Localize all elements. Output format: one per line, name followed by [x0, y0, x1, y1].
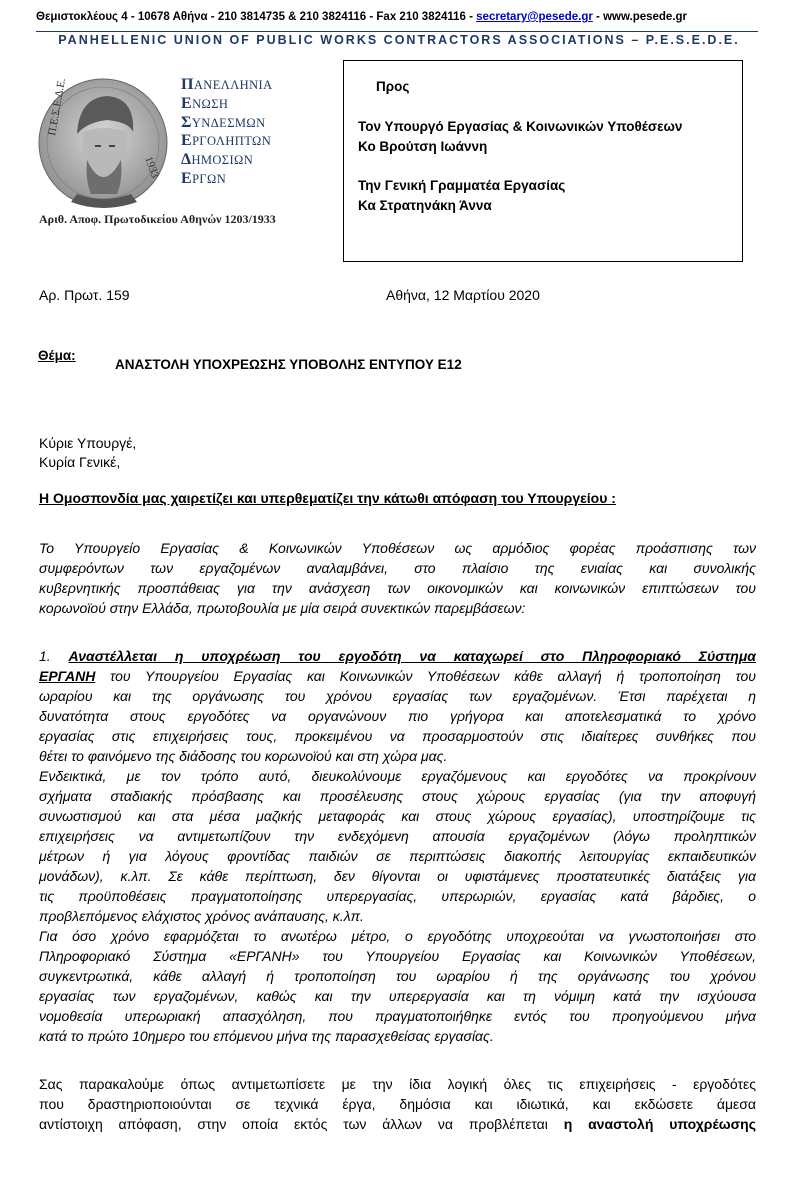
- org-line: ΣΥΝΔΕΣΜΩΝ: [181, 113, 266, 131]
- recipients-to-label: Προς: [376, 79, 410, 94]
- recipient-minister-name: Κο Βρούτση Ιωάννη: [358, 139, 488, 154]
- body-line: κορωνοϊού στην Ελλάδα, πρωτοβουλία με μία σειρά συνεκτικών παρεμβάσεων:: [39, 600, 526, 616]
- separator-text: -: [592, 11, 604, 23]
- letter-date: Αθήνα, 12 Μαρτίου 2020: [386, 287, 540, 303]
- union-name: PANHELLENIC UNION OF PUBLIC WORKS CONTRACTORS ASSOCIATIONS – P.E.S.E.D.E.: [58, 33, 740, 47]
- seal-text-right: 1933: [142, 154, 161, 180]
- item-1-heading-cont: ΕΡΓΑΝΗ του Υπουργείου Εργασίας και Κοινωνικών Υποθέσεων κάθε αλλαγή ή τροποποίηση του: [39, 668, 756, 684]
- body-line: που δραστηριοποιούνται σε τεχνικά έργα, δημόσια και ιδιωτικά, και εκδώσετε άμεσα: [39, 1096, 756, 1112]
- greeting: [39, 434, 136, 472]
- email-link[interactable]: secretary@pesede.gr: [476, 11, 593, 23]
- body-line: Το Υπουργείο Εργασίας & Κοινωνικών Υποθέσεων ως αρμόδιος φορέας προάσπισης των: [39, 540, 756, 556]
- org-line: ΕΡΓΩΝ: [181, 169, 227, 187]
- body-line: συγκεντρωτικά, κάθε αλλαγή ή τροποποίηση του ωραρίου ή της οργάνωσης του χρόνου: [39, 968, 756, 984]
- body-line: μέτρων ή για λόγους φροντίδας παιδιών σε περιπτώσεις διακοπής λειτουργίας εκπαιδευτικών: [39, 848, 756, 864]
- body-line: δυνατότητα στους εργοδότες να οργανώνουν πιο γρήγορα και αποτελεσματικά το χρόνο: [39, 708, 756, 724]
- body-line: εργασίας στις επιχειρήσεις τους, προκειμένου να προσαρμοστούν στις ιδιαίτερες συνθήκες που: [39, 728, 756, 744]
- body-line: συνωστισμού και στα μέσα μαζικής μεταφοράς και στους χώρους εργασίας), υποστηρίζουμε τις: [39, 808, 756, 824]
- letterhead-contact-line: [36, 11, 687, 23]
- letterhead-divider: [36, 31, 758, 32]
- greeting-line: Κυρία Γενικέ,: [39, 454, 121, 470]
- body-line: συμφερόντων των εργαζομένων αναλαμβάνει, στο πλαίσιο της ενιαίας και συνολικής: [39, 560, 756, 576]
- org-name-block: [181, 76, 273, 189]
- org-line: ΠΑΝΕΛΛΗΝΙΑ: [181, 76, 273, 93]
- body-line: τις προϋποθέσεις πραγματοποίησης υπερεργασίας, υπερωριών, εργασίας κατά βάρδιες, ο: [39, 888, 756, 904]
- recipient-minister-title: Τον Υπουργό Εργασίας & Κοινωνικών Υποθέσεων: [358, 119, 683, 134]
- body-line: σχήματα σταδιακής πρόσβασης και προσέλευσης στους χώρους εργασίας (για την αποφυγή: [39, 788, 756, 804]
- item-1-heading: 1. Αναστέλλεται η υποχρέωση του εργοδότη να καταχωρεί στο Πληροφοριακό Σύστημα: [39, 648, 756, 664]
- body-line: εργασίας των εργαζομένων, καθώς και την υπερεργασία και τη νόμιμη κατά την ισχύουσα: [39, 988, 756, 1004]
- body-line: κατά το πρώτο 10ημερο του επόμενου μήνα της παρασχεθείσας εργασίας.: [39, 1028, 494, 1044]
- protocol-number: Αρ. Πρωτ. 159: [39, 287, 130, 303]
- body-line: Ενδεικτικά, με τον τρόπο αυτό, διευκολύνουμε εργαζόμενους και εργοδότες να προκρίνουν: [39, 768, 756, 784]
- recipient-secretary-title: Την Γενική Γραμματέα Εργασίας: [358, 178, 566, 193]
- body-line: Για όσο χρόνο εφαρμόζεται το ανωτέρω μέτρο, ο εργοδότης υποχρεούται να γνωστοποιήσει στο: [39, 928, 756, 944]
- subject-label: Θέμα:: [38, 348, 76, 363]
- body-line: Πληροφοριακό Σύστημα «ΕΡΓΑΝΗ» του Υπουργείου Εργασίας και Κοινωνικών Υποθέσεων,: [39, 948, 756, 964]
- seal-text-left: Π.Ε.Σ.Ε.Δ.Ε.: [46, 77, 69, 137]
- body-line: νομοθεσία υπερωριακή απασχόληση, που πραγματοποιήθηκε εντός του προηγούμενου μήνα: [39, 1008, 756, 1024]
- org-line: ΔΗΜΟΣΙΩΝ: [181, 151, 254, 169]
- org-line: ΕΝΩΣΗ: [181, 94, 229, 112]
- body-line: προβλεπόμενος ελάχιστος χρόνος ανάπαυσης, κ.λπ.: [39, 908, 364, 924]
- body-line: μονάδων), κ.λπ. Σε κάθε περίπτωση, δεν θίγονται οι υφιστάμενες προστατευτικές διατάξεις για: [39, 868, 756, 884]
- subject-text: ΑΝΑΣΤΟΛΗ ΥΠΟΧΡΕΩΣΗΣ ΥΠΟΒΟΛΗΣ ΕΝΤΥΠΟΥ Ε12: [115, 357, 462, 372]
- recipient-secretary-name: Κα Στρατηνάκη Άννα: [358, 198, 492, 213]
- body-line: ωραρίου και της οργάνωσης του χρόνου εργασίας των εργαζομένων. Έτσι παρέχεται η: [39, 688, 756, 704]
- body-line: κυβερνητικής προσπάθειας για την ανάσχεση των οικονομικών και κοινωνικών επιπτώσεων του: [39, 580, 756, 596]
- body-line: αντίστοιχη απόφαση, στην οποία εκτός των άλλων να προβλέπεται η αναστολή υποχρέωσης: [39, 1116, 756, 1132]
- court-decision-number: Αριθ. Αποφ. Πρωτοδικείου Αθηνών 1203/1933: [39, 212, 276, 226]
- greeting-line: Κύριε Υπουργέ,: [39, 435, 137, 451]
- website-text: www.pesede.gr: [603, 11, 688, 23]
- address-text: Θεμιστοκλέους 4 - 10678 Αθήνα - 210 3814735 & 210 3824116 - Fax 210 3824116 -: [36, 11, 477, 23]
- pesede-seal-logo: [37, 76, 169, 210]
- body-line: Σας παρακαλούμε όπως αντιμετωπίσετε με την ίδια λογική όλες τις επιχειρήσεις - εργοδότες: [39, 1076, 756, 1092]
- intro-statement: Η Ομοσπονδία μας χαιρετίζει και υπερθεματίζει την κάτωθι απόφαση του Υπουργείου :: [39, 490, 616, 506]
- recipients-box: [343, 60, 743, 262]
- body-line: επιχειρήσεις να αντιμετωπίζουν την ενδεχόμενη απουσία εργαζομένων (λόγω προληπτικών: [39, 828, 756, 844]
- body-line: θέτει το φαινόμενο της διάδοσης του κορωνοϊού και στη χώρα μας.: [39, 748, 448, 764]
- org-line: ΕΡΓΟΛΗΠΤΩΝ: [181, 132, 272, 150]
